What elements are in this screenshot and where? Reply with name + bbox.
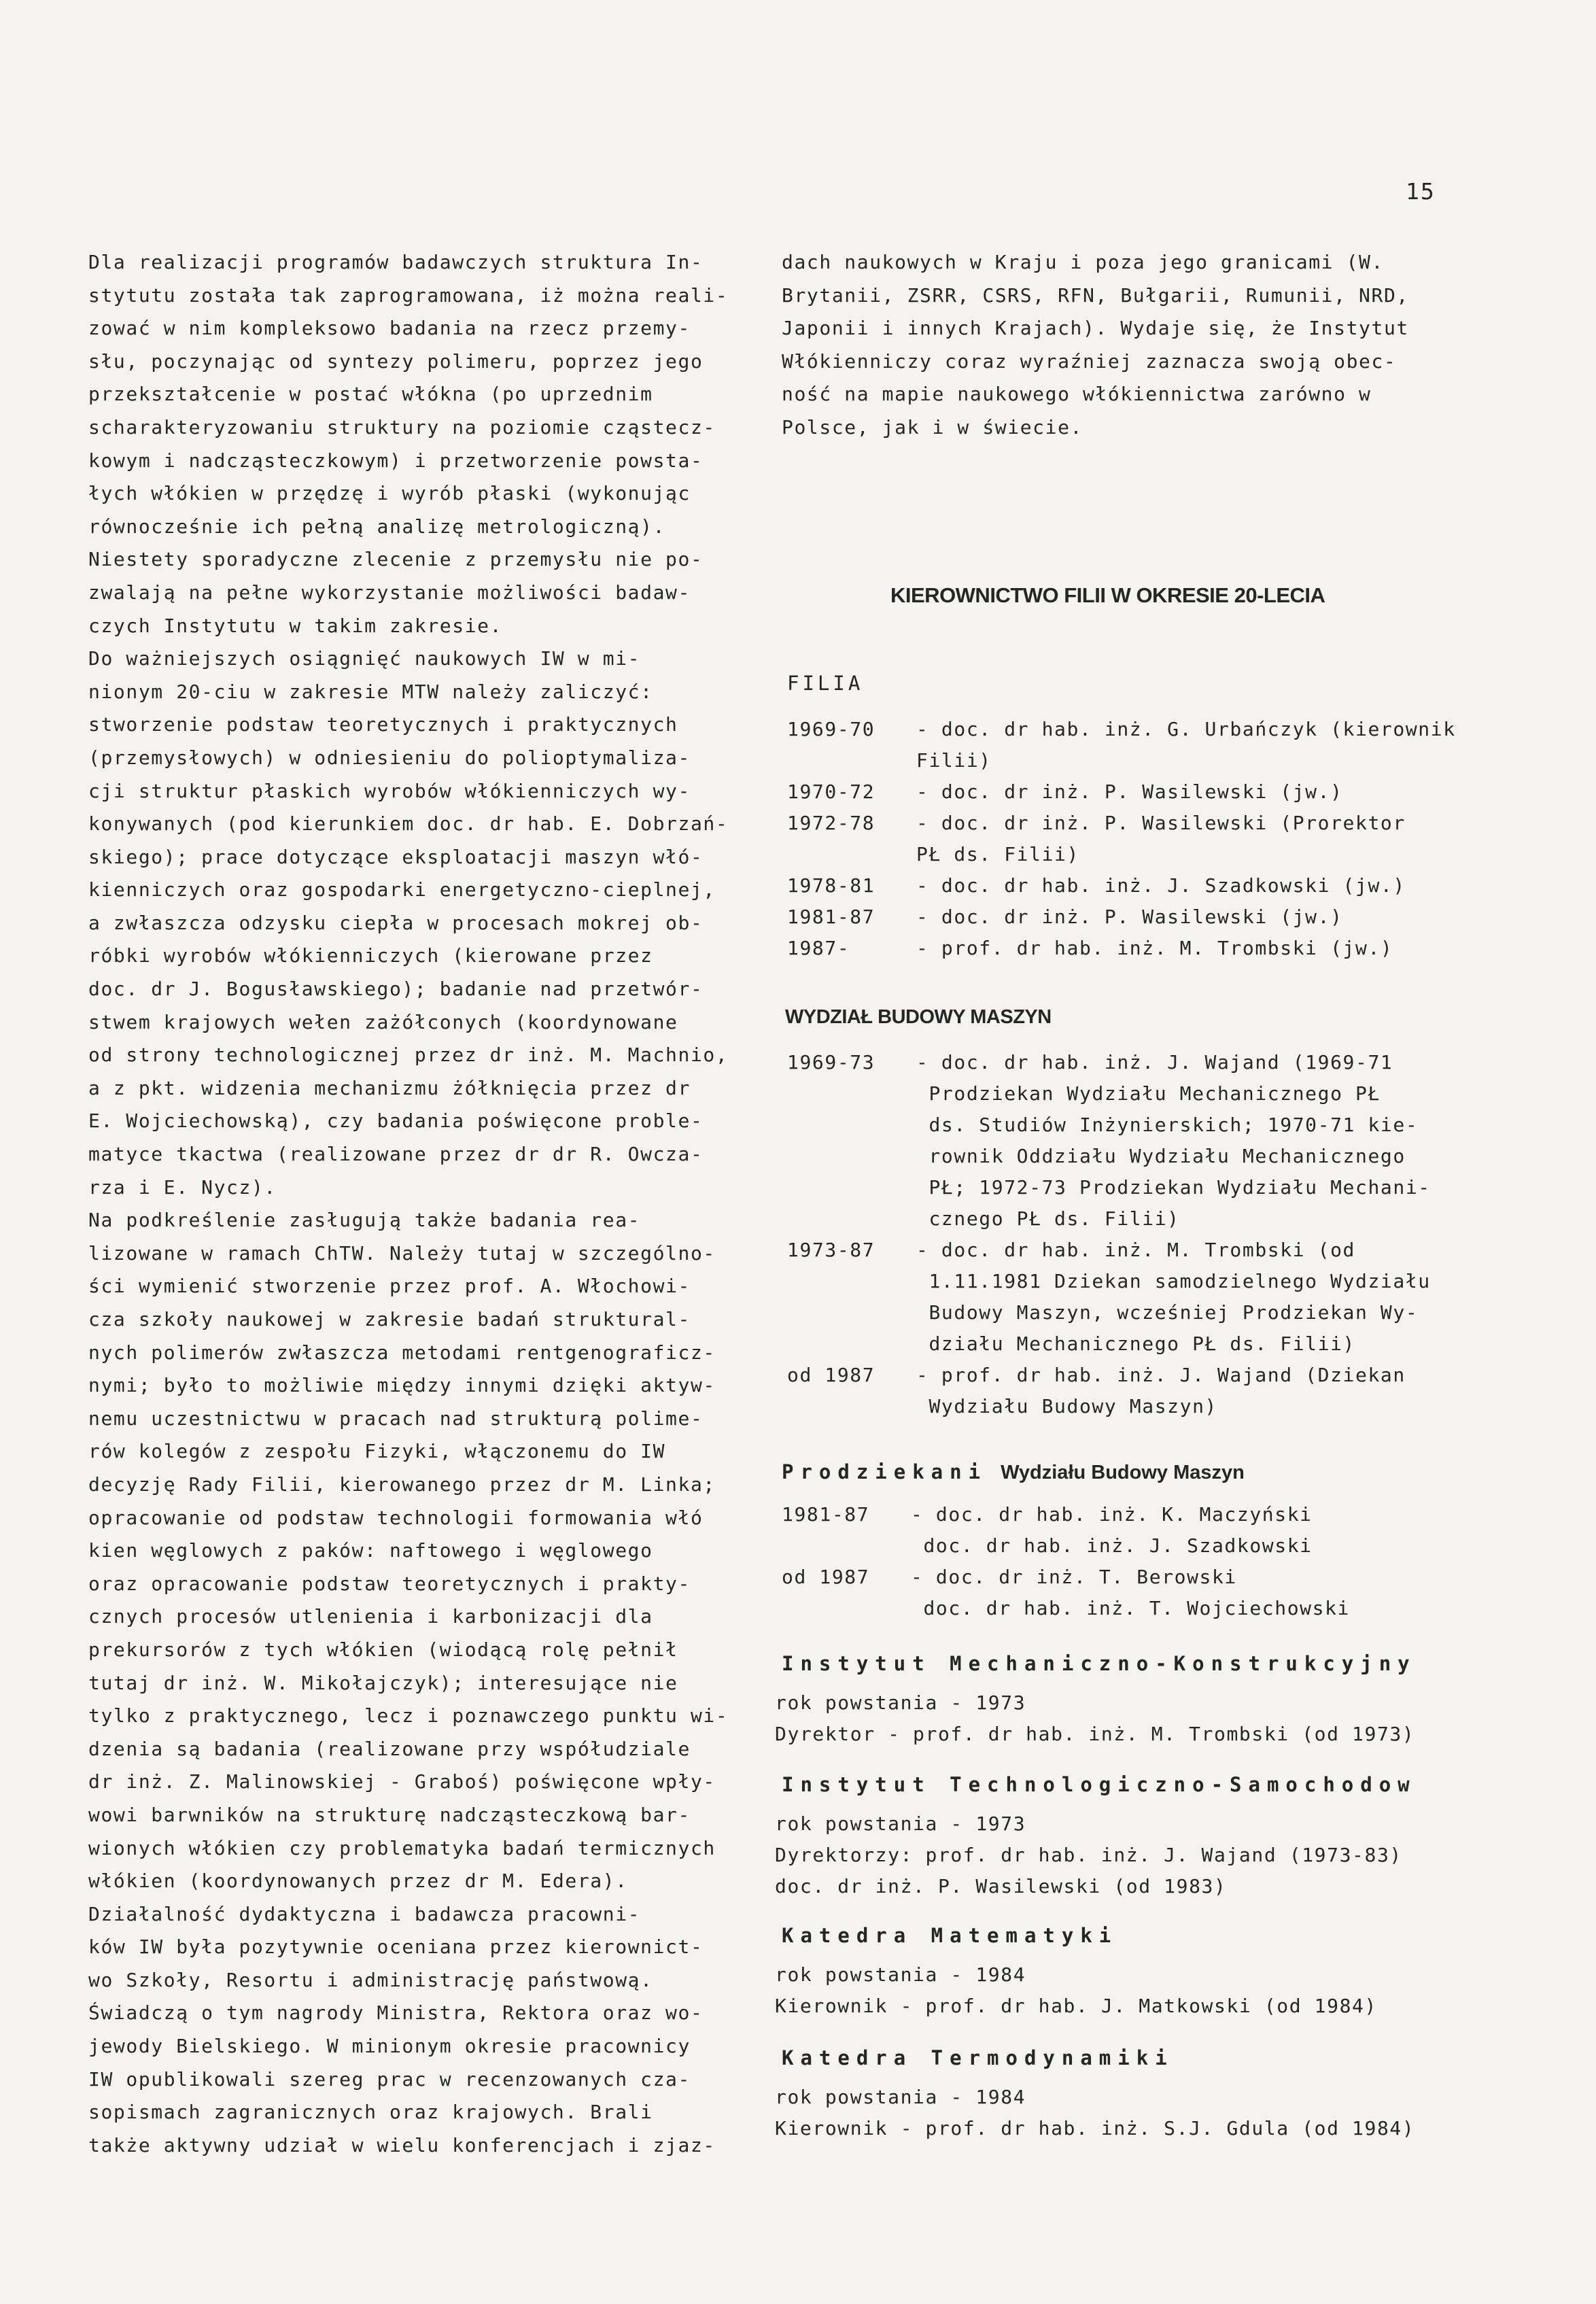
body-text-line: dr inż. Z. Malinowskiej - Graboś) poświęcone wpły- <box>88 1770 716 1793</box>
body-text-line: cznych procesów utlenienia i karbonizacji dla <box>88 1605 653 1628</box>
body-text-line: włókien (koordynowanych przez dr M. Edera). <box>88 1870 628 1893</box>
entry-text: - doc. dr hab. inż. K. Maczyński <box>911 1503 1313 1526</box>
entry-text: Budowy Maszyn, wcześniej Prodziekan Wy- <box>916 1301 1419 1324</box>
wydzial-entry-line <box>787 1172 1431 1203</box>
right-column-intro <box>782 246 1468 445</box>
entry-years: 1969-73 <box>787 1051 875 1073</box>
wydzial-heading: WYDZIAŁ BUDOWY MASZYN <box>785 1006 1052 1028</box>
body-text-line: przekształcenie w postać włókna (po uprzednim <box>88 383 653 406</box>
unit-heading: Katedra Matematyki <box>782 1924 1118 1947</box>
prodziekani-entry-line <box>782 1530 1350 1562</box>
body-text-line: decyzję Rady Filii, kierowanego przez dr M. Linka; <box>88 1473 716 1496</box>
body-text-line: a z pkt. widzenia mechanizmu żółknięcia przez dr <box>88 1076 691 1099</box>
body-text-line: jewody Bielskiego. W minionym okresie pracownicy <box>88 2035 691 2058</box>
body-text-line: Brytanii, ZSRR, CSRS, RFN, Bułgarii, Rumunii, NRD, <box>782 283 1409 307</box>
body-text-line: doc. dr J. Bogusławskiego); badanie nad przetwór- <box>88 978 704 1001</box>
wydzial-entry-line <box>787 1203 1431 1235</box>
entry-continuation: Filii) <box>916 749 992 772</box>
body-text-line: słu, poczynając od syntezy polimeru, poprzez jego <box>88 349 704 373</box>
entry-years: 1987- <box>787 937 850 959</box>
unit-detail-line: rok powstania - 1973 <box>775 1812 1026 1835</box>
body-text-line: wowi barwników na strukturę nadcząsteczkową bar- <box>88 1803 691 1826</box>
filia-entry <box>787 714 1456 745</box>
body-text-line: rza i E. Nycz). <box>88 1175 277 1199</box>
entry-text: - doc. dr inż. P. Wasilewski (Prorektor <box>916 812 1406 834</box>
entry-continuation: PŁ ds. Filii) <box>916 843 1079 865</box>
unit-heading: Katedra Termodynamiki <box>782 2046 1174 2069</box>
entry-years: 1970-72 <box>787 780 875 803</box>
body-text-line: Niestety sporadyczne zlecenie z przemysłu nie po- <box>88 548 704 571</box>
body-text-line: stytutu została tak zaprogramowana, iż można reali- <box>88 283 729 307</box>
unit-heading: Instytut Mechaniczno-Konstrukcyjny <box>782 1652 1417 1675</box>
body-text-line: rów kolegów z zespołu Fizyki, włączonemu do IW <box>88 1440 666 1463</box>
prodziekani-label-tail: Wydziału Budowy Maszyn <box>1001 1462 1245 1483</box>
wydzial-entry-line <box>787 1047 1431 1078</box>
body-text-line: skiego); prace dotyczące eksploatacji maszyn włó- <box>88 845 704 868</box>
body-text-line: zować w nim kompleksowo badania na rzecz przemy- <box>88 317 691 340</box>
body-text-line: kien węglowych z paków: naftowego i węglowego <box>88 1539 653 1562</box>
body-text-line: od strony technologicznej przez dr inż. M. Machnio, <box>88 1044 729 1067</box>
body-text-line: nymi; było to możliwie między innymi dzięki aktyw- <box>88 1374 716 1397</box>
entry-years: 1969-70 <box>787 718 875 740</box>
wydzial-entry-line <box>787 1391 1431 1422</box>
section-heading-leadership: KIEROWNICTWO FILII W OKRESIE 20-LECIA <box>890 583 1325 607</box>
body-text-line: róbki wyrobów włókienniczych (kierowane przez <box>88 944 653 967</box>
prodziekani-heading <box>782 1460 1245 1484</box>
entry-text: - doc. dr inż. T. Berowski <box>911 1566 1237 1588</box>
wydzial-entry-line <box>787 1141 1431 1172</box>
unit-details <box>775 1808 1402 1902</box>
entry-years: od 1987 <box>782 1566 870 1588</box>
entry-text: doc. dr hab. inż. T. Wojciechowski <box>911 1597 1351 1619</box>
body-text-line: także aktywny udział w wielu konferencjach i zjaz- <box>88 2133 716 2156</box>
entry-text: Prodziekan Wydziału Mechanicznego PŁ <box>916 1082 1381 1105</box>
entry-years: 1972-78 <box>787 812 875 834</box>
unit-detail-line: rok powstania - 1984 <box>775 1963 1026 1986</box>
wydzial-entry-line <box>787 1235 1431 1266</box>
body-text-line: wionych włókien czy problematyka badań termicznych <box>88 1836 716 1859</box>
entry-years: od 1987 <box>787 1364 875 1386</box>
body-text-line: stworzenie podstaw teoretycznych i praktycznych <box>88 713 678 736</box>
wydzial-entry-line <box>787 1266 1431 1297</box>
body-text-line: kowym i nadcząsteczkowym) i przetworzenie powsta- <box>88 449 704 472</box>
wydzial-entry-line <box>787 1360 1431 1391</box>
body-text-line: Do ważniejszych osiągnięć naukowych IW w mi- <box>88 647 641 670</box>
entry-text: - doc. dr inż. P. Wasilewski (jw.) <box>916 906 1343 928</box>
prodziekani-list <box>782 1499 1350 1624</box>
entry-text: - prof. dr hab. inż. J. Wajand (Dziekan <box>916 1364 1406 1386</box>
unit-detail-line: Kierownik - prof. dr hab. inż. S.J. Gdula (od 1984) <box>775 2117 1415 2139</box>
body-text-line: nemu uczestnictwu w pracach nad strukturą polime- <box>88 1407 704 1430</box>
prodziekani-entry-line <box>782 1499 1350 1530</box>
prodziekani-label: Prodziekani <box>782 1460 988 1483</box>
prodziekani-entry-line <box>782 1593 1350 1624</box>
filia-entry <box>787 901 1456 933</box>
body-text-line: scharakteryzowaniu struktury na poziomie cząstecz- <box>88 415 716 439</box>
unit-heading: Instytut Technologiczno-Samochodow <box>782 1773 1417 1796</box>
entry-years: 1973-87 <box>787 1239 875 1261</box>
unit-detail-line: Kierownik - prof. dr hab. J. Matkowski (od 1984) <box>775 1995 1377 2017</box>
body-text-line: zwalają na pełne wykorzystanie możliwości badaw- <box>88 581 691 604</box>
body-text-line: Japonii i innych Krajach). Wydaje się, że Instytut <box>782 317 1409 340</box>
body-text-line: cza szkoły naukowej w zakresie badań struktural- <box>88 1308 691 1330</box>
entry-years: 1981-87 <box>787 906 875 928</box>
entry-text: - doc. dr hab. inż. G. Urbańczyk (kierownik <box>916 718 1456 740</box>
body-text-line: prekursorów z tych włókien (wiodącą rolę pełnił <box>88 1638 678 1661</box>
body-text-line: E. Wojciechowską), czy badania poświęcone proble- <box>88 1110 704 1133</box>
body-text-line: (przemysłowych) w odniesieniu do polioptymaliza- <box>88 746 691 769</box>
entry-text: 1.11.1981 Dziekan samodzielnego Wydziału <box>916 1270 1431 1292</box>
unit-detail-line: Dyrektor - prof. dr hab. inż. M. Trombski (od 1973) <box>775 1723 1415 1745</box>
body-text-line: konywanych (pod kierunkiem doc. dr hab. E. Dobrzań- <box>88 812 729 836</box>
body-text-line: stwem krajowych wełen zażółconych (koordynowane <box>88 1010 678 1033</box>
body-text-line: równocześnie ich pełną analizę metrologiczną). <box>88 515 666 538</box>
wydzial-entry-line <box>787 1328 1431 1360</box>
entry-text: - doc. dr hab. inż. J. Wajand (1969-71 <box>916 1051 1393 1073</box>
body-text-line: tutaj dr inż. W. Mikołajczyk); interesujące nie <box>88 1671 678 1694</box>
body-text-line: cji struktur płaskich wyrobów włókienniczych wy- <box>88 779 691 802</box>
unit-details <box>775 1687 1415 1750</box>
body-text-line: ność na mapie naukowego włókiennictwa zarówno w <box>782 383 1372 406</box>
unit-details <box>775 2082 1415 2144</box>
body-text-line: nych polimerów zwłaszcza metodami rentgenograficz- <box>88 1341 716 1364</box>
filia-entry <box>787 870 1456 901</box>
filia-entry <box>787 776 1456 808</box>
body-text-line: ków IW była pozytywnie oceniana przez kierownict- <box>88 1936 704 1959</box>
body-text-line: dach naukowych w Kraju i poza jego granicami (W. <box>782 251 1384 273</box>
entry-text: - doc. dr hab. inż. J. Szadkowski (jw.) <box>916 874 1406 897</box>
wydzial-list <box>787 1047 1431 1422</box>
body-text-line: dzenia są badania (realizowane przy współudziale <box>88 1737 691 1760</box>
body-text-line: tylko z praktycznego, lecz i poznawczego punktu wi- <box>88 1704 729 1727</box>
body-text-line: IW opublikowali szereg prac w recenzowanych cza- <box>88 2067 691 2091</box>
entry-text: - doc. dr hab. inż. M. Trombski (od <box>916 1239 1356 1261</box>
filia-list <box>787 714 1456 964</box>
entry-text: rownik Oddziału Wydziału Mechanicznego <box>916 1145 1406 1167</box>
body-text-line: Na podkreślenie zasługują także badania rea- <box>88 1209 641 1232</box>
entry-years: 1978-81 <box>787 874 875 897</box>
wydzial-entry-line <box>787 1078 1431 1110</box>
body-text-line: łych włókien w przędzę i wyrób płaski (wykonując <box>88 482 691 505</box>
unit-detail-line: Dyrektorzy: prof. dr hab. inż. J. Wajand (1973-83) <box>775 1844 1402 1866</box>
entry-text: doc. dr hab. inż. J. Szadkowski <box>911 1534 1313 1557</box>
body-text-line: matyce tkactwa (realizowane przez dr dr R. Owcza- <box>88 1143 704 1166</box>
body-text-line: Dla realizacji programów badawczych struktura In- <box>88 251 704 273</box>
unit-detail-line: rok powstania - 1973 <box>775 1691 1026 1714</box>
entry-text: cznego PŁ ds. Filii) <box>916 1207 1180 1230</box>
entry-text: - doc. dr inż. P. Wasilewski (jw.) <box>916 780 1343 803</box>
wydzial-entry-line <box>787 1110 1431 1141</box>
filia-heading: FILIA <box>787 672 864 695</box>
body-text-line: Działalność dydaktyczna i badawcza pracowni- <box>88 1902 641 1925</box>
body-text-line: opracowanie od podstaw technologii formowania włó <box>88 1506 704 1529</box>
body-text-line: wo Szkoły, Resortu i administrację państwową. <box>88 1968 653 1991</box>
body-text-line: czych Instytutu w takim zakresie. <box>88 614 503 637</box>
body-text-line: Świadczą o tym nagrody Ministra, Rektora oraz wo- <box>88 2001 704 2025</box>
body-text-line: lizowane w ramach ChTW. Należy tutaj w szczególno- <box>88 1241 716 1265</box>
unit-details <box>775 1959 1377 2022</box>
entry-text: Wydziału Budowy Maszyn) <box>916 1395 1217 1417</box>
unit-detail-line: rok powstania - 1984 <box>775 2086 1026 2108</box>
entry-text: ds. Studiów Inżynierskich; 1970-71 kie- <box>916 1114 1419 1136</box>
body-text-line: Polsce, jak i w świecie. <box>782 415 1083 439</box>
unit-detail-line: doc. dr inż. P. Wasilewski (od 1983) <box>775 1875 1227 1897</box>
body-text-line: sopismach zagranicznych oraz krajowych. Brali <box>88 2101 653 2124</box>
left-column <box>88 246 727 2162</box>
prodziekani-entry-line <box>782 1562 1350 1593</box>
entry-text: działu Mechanicznego PŁ ds. Filii) <box>916 1332 1356 1355</box>
page-number: 15 <box>1406 178 1436 205</box>
body-text-line: Włókienniczy coraz wyraźniej zaznacza swoją obec- <box>782 349 1397 373</box>
wydzial-entry-line <box>787 1297 1431 1328</box>
entry-text: PŁ; 1972-73 Prodziekan Wydziału Mechani- <box>916 1176 1431 1199</box>
filia-entry <box>787 808 1456 839</box>
body-text-line: a zwłaszcza odzysku ciepła w procesach mokrej ob- <box>88 911 704 934</box>
body-text-line: kienniczych oraz gospodarki energetyczno-cieplnej, <box>88 878 716 901</box>
filia-entry <box>787 933 1456 964</box>
body-text-line: ści wymienić stworzenie przez prof. A. Włochowi- <box>88 1275 691 1298</box>
entry-text: - prof. dr hab. inż. M. Trombski (jw.) <box>916 937 1393 959</box>
entry-years: 1981-87 <box>782 1503 870 1526</box>
body-text-line: nionym 20-ciu w zakresie MTW należy zaliczyć: <box>88 680 653 703</box>
body-text-line: oraz opracowanie podstaw teoretycznych i prakty- <box>88 1572 691 1595</box>
